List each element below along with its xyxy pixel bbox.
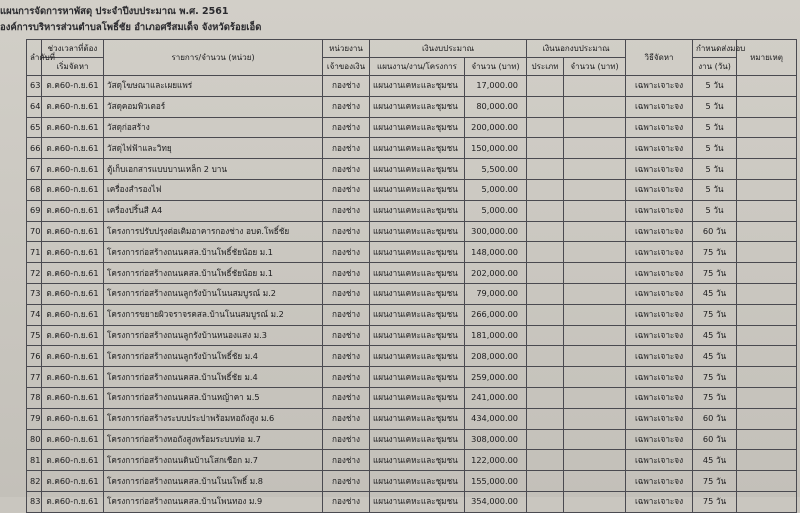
cell-amount: 155,000.00 [465,471,527,492]
cell-item: โครงการก่อสร้างถนนคสล.บ้านโพธิ์ชัยน้อย ม.1 [104,242,323,263]
cell-no: 67 [27,159,42,180]
col-header-unit: หน่วยงาน [323,40,370,58]
cell-amount2 [564,179,626,200]
cell-plan: แผนงานเคหะและชุมชน [370,367,465,388]
cell-type [527,408,564,429]
cell-amount: 5,000.00 [465,179,527,200]
cell-no: 73 [27,283,42,304]
cell-amount2 [564,117,626,138]
col-header-plan: แผนงาน/งาน/โครงการ [370,58,465,76]
cell-method: เฉพาะเจาะจง [626,242,693,263]
cell-period: ต.ค60-ก.ย.61 [42,138,104,159]
cell-amount2 [564,200,626,221]
cell-period: ต.ค60-ก.ย.61 [42,491,104,512]
cell-amount: 200,000.00 [465,117,527,138]
cell-remark [737,263,797,284]
table-header [27,40,797,76]
cell-type [527,471,564,492]
cell-type [527,221,564,242]
cell-plan: แผนงานเคหะและชุมชน [370,325,465,346]
cell-amount2 [564,304,626,325]
col-header-period: ช่วงเวลาที่ต้อง [42,40,104,58]
table-row [27,325,797,346]
cell-item: โครงการก่อสร้างถนนคสล.บ้านโพธิ์ชัย ม.4 [104,367,323,388]
cell-no: 65 [27,117,42,138]
cell-amount: 308,000.00 [465,429,527,450]
cell-type [527,96,564,117]
cell-remark [737,387,797,408]
cell-no: 81 [27,450,42,471]
cell-period: ต.ค60-ก.ย.61 [42,408,104,429]
cell-amount2 [564,491,626,512]
col-header-duration: กำหนดส่งมอบ [693,40,737,58]
cell-item: โครงการก่อสร้างถนนคสล.บ้านหญ้าคา ม.5 [104,387,323,408]
cell-type [527,450,564,471]
cell-duration: 45 วัน [693,283,737,304]
cell-amount2 [564,138,626,159]
cell-type [527,263,564,284]
cell-amount: 79,000.00 [465,283,527,304]
cell-no: 74 [27,304,42,325]
cell-period: ต.ค60-ก.ย.61 [42,450,104,471]
cell-amount: 122,000.00 [465,450,527,471]
cell-no: 77 [27,367,42,388]
cell-item: โครงการปรับปรุงต่อเติมอาคารกองช่าง อบต.โพธิ์ชัย [104,221,323,242]
cell-item: เครื่องปริ้นสี A4 [104,200,323,221]
col-header-amount: จำนวน (บาท) [465,58,527,76]
cell-item: โครงการขยายผิวจราจรคสล.บ้านโนนสมบูรณ์ ม.2 [104,304,323,325]
table-row [27,76,797,97]
cell-unit: กองช่าง [323,450,370,471]
cell-amount: 181,000.00 [465,325,527,346]
cell-period: ต.ค60-ก.ย.61 [42,200,104,221]
cell-plan: แผนงานเคหะและชุมชน [370,491,465,512]
cell-period: ต.ค60-ก.ย.61 [42,242,104,263]
cell-remark [737,346,797,367]
cell-plan: แผนงานเคหะและชุมชน [370,200,465,221]
cell-method: เฉพาะเจาะจง [626,221,693,242]
document-title: แผนการจัดการหาพัสดุ ประจำปีงบประมาณ พ.ศ. 2561 [0,6,229,17]
table-row [27,117,797,138]
table-row [27,242,797,263]
cell-plan: แผนงานเคหะและชุมชน [370,96,465,117]
cell-type [527,387,564,408]
procurement-table [26,39,797,513]
cell-amount2 [564,346,626,367]
cell-period: ต.ค60-ก.ย.61 [42,179,104,200]
col-header-unit-2: เจ้าของเงิน [323,58,370,76]
col-header-item: รายการ/จำนวน (หน่วย) [104,40,323,76]
cell-plan: แผนงานเคหะและชุมชน [370,221,465,242]
cell-duration: 5 วัน [693,200,737,221]
cell-method: เฉพาะเจาะจง [626,346,693,367]
cell-period: ต.ค60-ก.ย.61 [42,221,104,242]
cell-amount2 [564,242,626,263]
cell-no: 64 [27,96,42,117]
cell-unit: กองช่าง [323,117,370,138]
cell-period: ต.ค60-ก.ย.61 [42,117,104,138]
cell-amount2 [564,76,626,97]
cell-remark [737,367,797,388]
cell-no: 70 [27,221,42,242]
cell-no: 68 [27,179,42,200]
cell-plan: แผนงานเคหะและชุมชน [370,76,465,97]
cell-plan: แผนงานเคหะและชุมชน [370,117,465,138]
col-header-budget: เงินงบประมาณ [370,40,527,58]
cell-remark [737,221,797,242]
col-header-type: ประเภท [527,58,564,76]
cell-method: เฉพาะเจาะจง [626,263,693,284]
cell-item: โครงการก่อสร้างถนนคสล.บ้านโพธิ์ชัยน้อย ม.1 [104,263,323,284]
cell-plan: แผนงานเคหะและชุมชน [370,283,465,304]
cell-no: 78 [27,387,42,408]
cell-plan: แผนงานเคหะและชุมชน [370,263,465,284]
cell-amount: 17,000.00 [465,76,527,97]
cell-amount2 [564,367,626,388]
cell-period: ต.ค60-ก.ย.61 [42,304,104,325]
cell-duration: 5 วัน [693,117,737,138]
cell-plan: แผนงานเคหะและชุมชน [370,408,465,429]
cell-type [527,367,564,388]
cell-item: โครงการก่อสร้างหอถังสูงพร้อมระบบท่อ ม.7 [104,429,323,450]
cell-plan: แผนงานเคหะและชุมชน [370,138,465,159]
cell-amount2 [564,408,626,429]
cell-plan: แผนงานเคหะและชุมชน [370,159,465,180]
cell-amount2 [564,283,626,304]
cell-duration: 5 วัน [693,159,737,180]
col-header-amount2: จำนวน (บาท) [564,58,626,76]
cell-period: ต.ค60-ก.ย.61 [42,346,104,367]
cell-remark [737,179,797,200]
cell-type [527,76,564,97]
cell-method: เฉพาะเจาะจง [626,200,693,221]
cell-unit: กองช่าง [323,221,370,242]
cell-period: ต.ค60-ก.ย.61 [42,387,104,408]
cell-unit: กองช่าง [323,76,370,97]
cell-method: เฉพาะเจาะจง [626,408,693,429]
cell-period: ต.ค60-ก.ย.61 [42,76,104,97]
cell-no: 82 [27,471,42,492]
cell-no: 76 [27,346,42,367]
cell-method: เฉพาะเจาะจง [626,471,693,492]
cell-type [527,429,564,450]
cell-unit: กองช่าง [323,471,370,492]
cell-unit: กองช่าง [323,346,370,367]
cell-period: ต.ค60-ก.ย.61 [42,367,104,388]
cell-period: ต.ค60-ก.ย.61 [42,263,104,284]
cell-item: วัสดุโฆษณาและเผยแพร่ [104,76,323,97]
cell-remark [737,471,797,492]
cell-duration: 60 วัน [693,408,737,429]
cell-amount2 [564,471,626,492]
cell-unit: กองช่าง [323,408,370,429]
cell-type [527,117,564,138]
cell-amount: 434,000.00 [465,408,527,429]
cell-type [527,325,564,346]
cell-no: 63 [27,76,42,97]
table-row [27,387,797,408]
cell-no: 75 [27,325,42,346]
cell-remark [737,138,797,159]
cell-duration: 75 วัน [693,263,737,284]
cell-method: เฉพาะเจาะจง [626,325,693,346]
col-header-method: วิธีจัดหา [626,40,693,76]
cell-unit: กองช่าง [323,159,370,180]
cell-type [527,346,564,367]
cell-remark [737,200,797,221]
cell-duration: 75 วัน [693,367,737,388]
cell-no: 80 [27,429,42,450]
cell-unit: กองช่าง [323,283,370,304]
cell-method: เฉพาะเจาะจง [626,283,693,304]
table-row [27,221,797,242]
cell-period: ต.ค60-ก.ย.61 [42,429,104,450]
cell-item: โครงการก่อสร้างถนนคสล.บ้านโนนโพธิ์ ม.8 [104,471,323,492]
cell-unit: กองช่าง [323,367,370,388]
col-header-remark: หมายเหตุ [737,40,797,76]
cell-type [527,304,564,325]
table-row [27,263,797,284]
cell-plan: แผนงานเคหะและชุมชน [370,179,465,200]
cell-method: เฉพาะเจาะจง [626,491,693,512]
cell-duration: 5 วัน [693,179,737,200]
cell-duration: 75 วัน [693,304,737,325]
cell-item: วัสดุก่อสร้าง [104,117,323,138]
cell-amount: 148,000.00 [465,242,527,263]
cell-duration: 75 วัน [693,242,737,263]
cell-amount: 5,500.00 [465,159,527,180]
cell-method: เฉพาะเจาะจง [626,450,693,471]
cell-no: 72 [27,263,42,284]
cell-unit: กองช่าง [323,200,370,221]
cell-item: โครงการก่อสร้างถนนลูกรังบ้านหนองแสง ม.3 [104,325,323,346]
cell-item: โครงการก่อสร้างระบบประปาพร้อมหอถังสูง ม.6 [104,408,323,429]
cell-item: โครงการก่อสร้างถนนลูกรังบ้านโนนสมบูรณ์ ม.2 [104,283,323,304]
cell-method: เฉพาะเจาะจง [626,96,693,117]
cell-unit: กองช่าง [323,96,370,117]
cell-remark [737,325,797,346]
cell-period: ต.ค60-ก.ย.61 [42,471,104,492]
col-header-duration-2: งาน (วัน) [693,58,737,76]
cell-type [527,200,564,221]
cell-item: วัสดุคอมพิวเตอร์ [104,96,323,117]
cell-amount: 241,000.00 [465,387,527,408]
cell-plan: แผนงานเคหะและชุมชน [370,346,465,367]
cell-method: เฉพาะเจาะจง [626,117,693,138]
cell-remark [737,242,797,263]
cell-unit: กองช่าง [323,263,370,284]
cell-amount2 [564,159,626,180]
cell-plan: แผนงานเคหะและชุมชน [370,471,465,492]
cell-unit: กองช่าง [323,491,370,512]
table-row [27,346,797,367]
cell-item: เครื่องสำรองไฟ [104,179,323,200]
table-row [27,159,797,180]
cell-method: เฉพาะเจาะจง [626,367,693,388]
table-row [27,471,797,492]
cell-item: โครงการก่อสร้างถนนลูกรังบ้านโพธิ์ชัย ม.4 [104,346,323,367]
cell-no: 66 [27,138,42,159]
cell-unit: กองช่าง [323,138,370,159]
cell-unit: กองช่าง [323,387,370,408]
cell-duration: 60 วัน [693,221,737,242]
cell-duration: 5 วัน [693,76,737,97]
table-row [27,283,797,304]
cell-remark [737,304,797,325]
cell-plan: แผนงานเคหะและชุมชน [370,242,465,263]
cell-amount2 [564,263,626,284]
cell-remark [737,283,797,304]
cell-duration: 75 วัน [693,491,737,512]
cell-amount: 259,000.00 [465,367,527,388]
cell-type [527,159,564,180]
cell-amount: 5,000.00 [465,200,527,221]
cell-amount: 202,000.00 [465,263,527,284]
cell-amount: 300,000.00 [465,221,527,242]
cell-amount2 [564,221,626,242]
cell-amount: 266,000.00 [465,304,527,325]
cell-method: เฉพาะเจาะจง [626,429,693,450]
cell-duration: 5 วัน [693,96,737,117]
cell-method: เฉพาะเจาะจง [626,159,693,180]
cell-remark [737,117,797,138]
cell-type [527,242,564,263]
cell-type [527,491,564,512]
cell-amount2 [564,96,626,117]
cell-unit: กองช่าง [323,242,370,263]
table-row [27,491,797,512]
cell-plan: แผนงานเคหะและชุมชน [370,387,465,408]
cell-duration: 5 วัน [693,138,737,159]
cell-type [527,283,564,304]
cell-no: 69 [27,200,42,221]
cell-remark [737,408,797,429]
cell-amount: 150,000.00 [465,138,527,159]
table-row [27,200,797,221]
cell-no: 79 [27,408,42,429]
cell-remark [737,96,797,117]
cell-plan: แผนงานเคหะและชุมชน [370,304,465,325]
cell-type [527,138,564,159]
cell-plan: แผนงานเคหะและชุมชน [370,450,465,471]
cell-remark [737,429,797,450]
cell-type [527,179,564,200]
cell-unit: กองช่าง [323,304,370,325]
table-row [27,96,797,117]
table-row [27,367,797,388]
document-subtitle: องค์การบริหารส่วนตำบลโพธิ์ชัย อำเภอศรีสมเด็จ จังหวัดร้อยเอ็ด [0,22,262,33]
cell-method: เฉพาะเจาะจง [626,138,693,159]
cell-remark [737,491,797,512]
cell-unit: กองช่าง [323,179,370,200]
cell-plan: แผนงานเคหะและชุมชน [370,429,465,450]
cell-item: โครงการก่อสร้างถนนดินบ้านโสกเชือก ม.7 [104,450,323,471]
cell-duration: 60 วัน [693,429,737,450]
cell-duration: 45 วัน [693,325,737,346]
table-row [27,450,797,471]
table-row [27,408,797,429]
cell-amount2 [564,325,626,346]
cell-amount2 [564,450,626,471]
cell-remark [737,76,797,97]
table-row [27,304,797,325]
col-header-nonbudget: เงินนอกงบประมาณ [527,40,626,58]
cell-amount: 80,000.00 [465,96,527,117]
cell-no: 83 [27,491,42,512]
cell-remark [737,159,797,180]
cell-no: 71 [27,242,42,263]
cell-unit: กองช่าง [323,325,370,346]
table-row [27,429,797,450]
cell-amount: 208,000.00 [465,346,527,367]
cell-amount: 354,000.00 [465,491,527,512]
cell-method: เฉพาะเจาะจง [626,179,693,200]
col-header-no: ลำดับที่ [27,40,42,76]
cell-duration: 75 วัน [693,387,737,408]
cell-method: เฉพาะเจาะจง [626,387,693,408]
cell-amount2 [564,429,626,450]
cell-amount2 [564,387,626,408]
cell-period: ต.ค60-ก.ย.61 [42,283,104,304]
table-body [27,76,797,513]
cell-period: ต.ค60-ก.ย.61 [42,96,104,117]
cell-period: ต.ค60-ก.ย.61 [42,325,104,346]
cell-duration: 45 วัน [693,346,737,367]
cell-duration: 45 วัน [693,450,737,471]
table-row [27,138,797,159]
col-header-period-2: เริ่มจัดหา [42,58,104,76]
cell-method: เฉพาะเจาะจง [626,76,693,97]
cell-item: โครงการก่อสร้างถนนคสล.บ้านโพนทอง ม.9 [104,491,323,512]
cell-period: ต.ค60-ก.ย.61 [42,159,104,180]
cell-duration: 75 วัน [693,471,737,492]
cell-unit: กองช่าง [323,429,370,450]
cell-item: ตู้เก็บเอกสารแบบบานเหล็ก 2 บาน [104,159,323,180]
cell-method: เฉพาะเจาะจง [626,304,693,325]
cell-remark [737,450,797,471]
cell-item: วัสดุไฟฟ้าและวิทยุ [104,138,323,159]
table-row [27,179,797,200]
